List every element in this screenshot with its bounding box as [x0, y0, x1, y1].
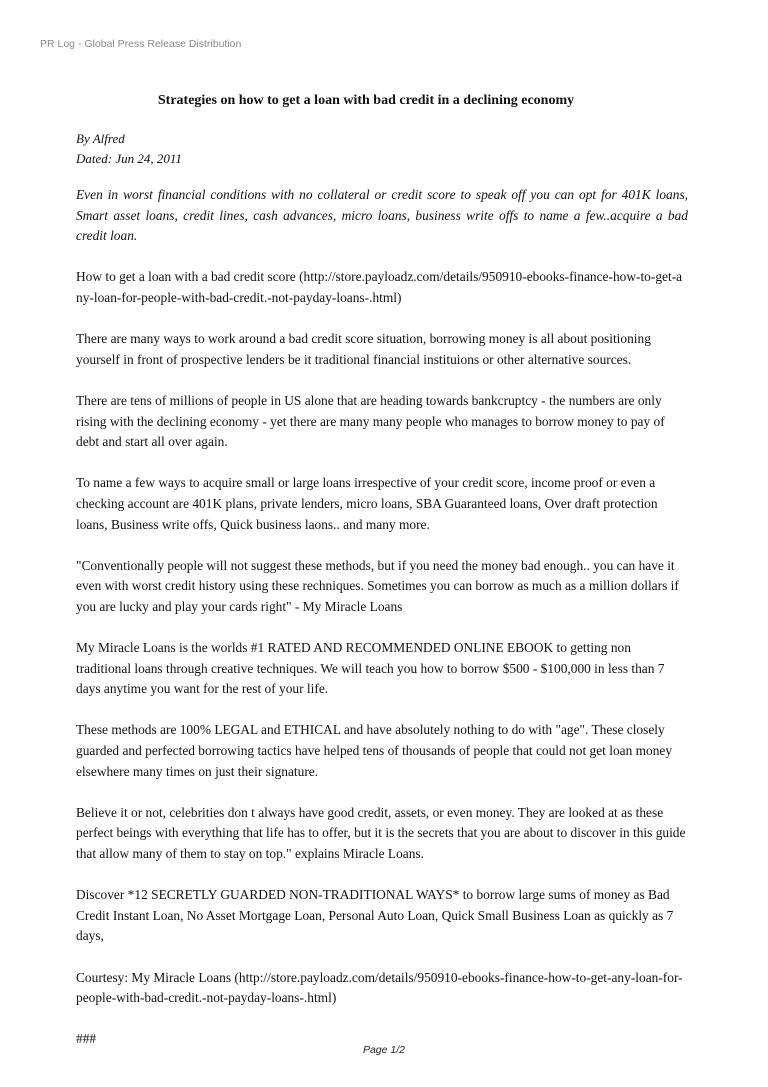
article-title: Strategies on how to get a loan with bad credit in a declining economy — [157, 93, 575, 108]
paragraph-quote: "Conventionally people will not suggest these methods, but if you need the money bad enough.. you can have it even with worst credit history using these rechniques. Sometimes you can borrow as much as a million dollars if you are lucky and play your cards right" - My Miracle Loans — [76, 557, 679, 614]
page-header-source: PR Log - Global Press Release Distribution — [40, 38, 242, 50]
paragraph-ebook: My Miracle Loans is the worlds #1 RATED AND RECOMMENDED ONLINE EBOOK to getting non traditional loans through creative techniques. We will teach you how to borrow $500 - $100,000 in less than 7 days anytime you want for the rest of your life. — [76, 640, 665, 697]
paragraph-bankruptcy: There are tens of millions of people in US alone that are heading towards bankcruptcy - the numbers are only rising with the declining economy - yet there are many many people who manages to borrow money to pay of debt and start all over again. — [76, 392, 665, 450]
article-lead: Even in worst financial conditions with no collateral or credit score to speak off you can opt for 401K loans, Smart asset loans, credit lines, cash advances, micro loans, business write offs to name a few..acquire a bad credit loan. — [76, 187, 688, 244]
paragraph-loan-link: How to get a loan with a bad credit score (http://store.payloadz.com/details/950910-ebooks-finance-how-to-get-any-loan-for-people-with-bad-credit.-not-payday-loans-.html) — [76, 269, 683, 305]
paragraph-loan-ways: To name a few ways to acquire small or large loans irrespective of your credit score, income proof or even a checking account are 401K plans, private lenders, micro loans, SBA Guaranteed loans, Over draft protection loans, Business write offs, Quick business laons.. and many more. — [76, 475, 658, 532]
article-body — [76, 185, 688, 1071]
paragraph-discover: Discover *12 SECRETLY GUARDED NON-TRADITIONAL WAYS* to borrow large sums of money as Bad Credit Instant Loan, No Asset Mortgage Loan, Personal Auto Loan, Quick Small Business Loan as quickly as 7 days, — [76, 887, 674, 944]
article-date: Dated: Jun 24, 2011 — [76, 151, 182, 166]
article-author: By Alfred — [76, 131, 125, 146]
paragraph-celebrities: Believe it or not, celebrities don t always have good credit, assets, or even money. They are looked at as these perfect beings with everything that life has to offer, but it is the secrets that you are about to discover in this guide that allow many of them to stay on top." explains Miracle Loans. — [76, 804, 686, 861]
paragraph-positioning: There are many ways to work around a bad credit score situation, borrowing money is all about positioning yourself in front of prospective lenders be it traditional financial instituions or other alternative sources. — [76, 331, 651, 367]
paragraph-courtesy: Courtesy: My Miracle Loans (http://store.payloadz.com/details/950910-ebooks-finance-how-to-get-any-loan-for-people-with-bad-credit.-not-payday-loans-.html) — [76, 969, 683, 1006]
paragraph-legal: These methods are 100% LEGAL and ETHICAL and have absolutely nothing to do with "age". These closely guarded and perfected borrowing tactics have helped tens of thousands of people that could not get loan money elsewhere many times on just their signature. — [76, 722, 673, 779]
page-number: Page 1/2 — [362, 1044, 406, 1056]
end-marker: ### — [76, 1031, 97, 1047]
